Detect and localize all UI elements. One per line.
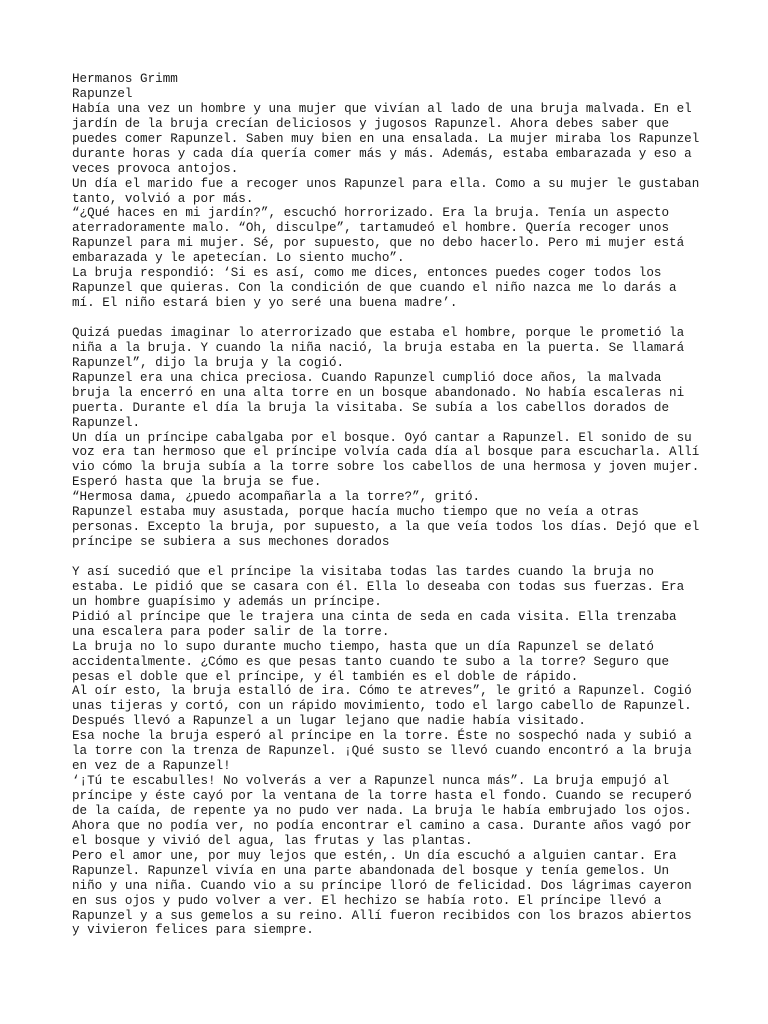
document-line: príncipe y éste cayó por la ventana de la torre hasta el fondo. Cuando se recuperó — [72, 789, 692, 803]
document-line: veces provoca antojos. — [72, 161, 239, 176]
document-line: jardín de la bruja crecían deliciosos y jugosos Rapunzel. Ahora debes saber que — [72, 116, 670, 131]
document-line: Y así sucedió que el príncipe la visitaba todas las tardes cuando la bruja no — [72, 564, 654, 579]
document-line: Al oír esto, la bruja estalló de ira. Cómo te atreves”, le gritó a Rapunzel. Cogió — [72, 684, 692, 699]
document-line: embarazada y le apetecían. Lo siento mucho”. — [72, 251, 405, 266]
document-line: el bosque y vivió del agua, las frutas y las plantas. — [72, 833, 473, 848]
document-line: tanto, volvió a por más. — [72, 191, 254, 206]
document-line: Pidió al príncipe que le trajera una cinta de seda en cada visita. Ella trenzaba — [72, 609, 677, 624]
document-line: personas. Excepto la bruja, por supuesto, a la que veía todos los días. Dejó que el — [72, 520, 700, 535]
document-line: estaba. Le pidió que se casara con él. Ella lo deseaba con todas sus fuerzas. Era — [72, 579, 685, 594]
document-line: Ahora que no podía ver, no podía encontrar el camino a casa. Durante años vagó por — [72, 818, 692, 833]
document-line: de la caída, de repente ya no pudo ver nada. La bruja le había embrujado los ojos. — [72, 803, 692, 818]
document-line: en sus ojos y pudo volver a ver. El hechizo se había roto. El príncipe llevó a — [72, 893, 662, 908]
document-line: Pero el amor une, por muy lejos que estén,. Un día escuchó a alguien cantar. Era — [72, 848, 677, 863]
document-title: Rapunzel — [72, 86, 133, 101]
document-line: y vivieron felices para siempre. — [72, 923, 314, 938]
document-line — [72, 311, 712, 326]
document-line: pesas el doble que el príncipe, y él también es el doble de rápido. — [72, 669, 579, 684]
document-line: aterradoramente malo. “Oh, disculpe”, tartamudeó el hombre. Quería recoger unos — [72, 221, 670, 236]
document-line: Rapunzel. Rapunzel vivía en una parte abandonada del bosque y tenía gemelos. Un — [72, 863, 670, 878]
document-line: durante horas y cada día quería comer más y más. Además, estaba embarazada y eso a — [72, 146, 692, 161]
document-line: Quizá puedas imaginar lo aterrorizado que estaba el hombre, porque le prometió la — [72, 325, 685, 340]
document-line: Rapunzel estaba muy asustada, porque hacía mucho tiempo que no veía a otras — [72, 505, 639, 520]
document-line: unas tijeras y cortó, con un rápido movimiento, todo el largo cabello de Rapunzel. — [72, 699, 692, 714]
document-page — [72, 72, 712, 938]
document-line: Un día el marido fue a recoger unos Rapunzel para ella. Como a su mujer le gustaban — [72, 176, 700, 191]
document-line: puerta. Durante el día la bruja la visitaba. Se subía a los cabellos dorados de — [72, 400, 670, 415]
document-line: Rapunzel”, dijo la bruja y la cogió. — [72, 355, 345, 370]
document-line: niño y una niña. Cuando vio a su príncipe lloró de felicidad. Dos lágrimas cayeron — [72, 878, 692, 893]
document-line: “Hermosa dama, ¿puedo acompañarla a la torre?”, gritó. — [72, 490, 481, 505]
document-line: Rapunzel. — [72, 415, 141, 430]
document-line: puedes comer Rapunzel. Saben muy bien en una ensalada. La mujer miraba los Rapunzel — [72, 131, 700, 146]
document-line: Rapunzel que quieras. Con la condición de que cuando el niño nazca me lo darás a — [72, 281, 677, 296]
document-line: Rapunzel para mi mujer. Sé, por supuesto, que no debo hacerlo. Pero mi mujer está — [72, 236, 685, 251]
document-line: La bruja respondió: ‘Si es así, como me dices, entonces puedes coger todos los — [72, 266, 662, 281]
document-line: accidentalmente. ¿Cómo es que pesas tanto cuando te subo a la torre? Seguro que — [72, 654, 670, 669]
document-line: La bruja no lo supo durante mucho tiempo, hasta que un día Rapunzel se delató — [72, 639, 654, 654]
document-author: Hermanos Grimm — [72, 72, 178, 86]
document-line: la torre con la trenza de Rapunzel. ¡Qué susto se llevó cuando encontró a la bruja — [72, 744, 692, 759]
document-line: príncipe se subiera a sus mechones dorados — [72, 535, 390, 550]
document-line: una escalera para poder salir de la torre. — [72, 624, 390, 639]
document-line: Rapunzel y a sus gemelos a su reino. Allí fueron recibidos con los brazos abiertos — [72, 908, 692, 923]
document-line: en vez de a Rapunzel! — [72, 759, 231, 774]
document-line: voz era tan hermoso que el príncipe volvía cada día al bosque para escucharla. Allí — [72, 445, 700, 460]
document-line — [72, 550, 712, 565]
document-line: vio cómo la bruja subía a la torre sobre los cabellos de una hermosa y joven mujer. — [72, 460, 700, 475]
document-line: un hombre guapísimo y además un príncipe. — [72, 594, 382, 609]
document-line: Había una vez un hombre y una mujer que vivían al lado de una bruja malvada. En el — [72, 101, 692, 116]
document-line: niña a la bruja. Y cuando la niña nació, la bruja estaba en la puerta. Se llamará — [72, 340, 685, 355]
document-line: bruja la encerró en una alta torre en un bosque abandonado. No había escaleras ni — [72, 385, 685, 400]
document-line: Después llevó a Rapunzel a un lugar lejano que nadie había visitado. — [72, 714, 586, 729]
document-line: Esperó hasta que la bruja se fue. — [72, 475, 322, 490]
document-line: Un día un príncipe cabalgaba por el bosque. Oyó cantar a Rapunzel. El sonido de su — [72, 430, 692, 445]
document-line: ‘¡Tú te escabulles! No volverás a ver a Rapunzel nunca más”. La bruja empujó al — [72, 774, 670, 789]
document-line: mí. El niño estará bien y yo seré una buena madre’. — [72, 296, 458, 311]
document-line: Rapunzel era una chica preciosa. Cuando Rapunzel cumplió doce años, la malvada — [72, 370, 662, 385]
document-line: Esa noche la bruja esperó al príncipe en la torre. Éste no sospechó nada y subió a — [72, 729, 692, 744]
document-line: “¿Qué haces en mi jardín?”, escuchó horrorizado. Era la bruja. Tenía un aspecto — [72, 206, 670, 221]
